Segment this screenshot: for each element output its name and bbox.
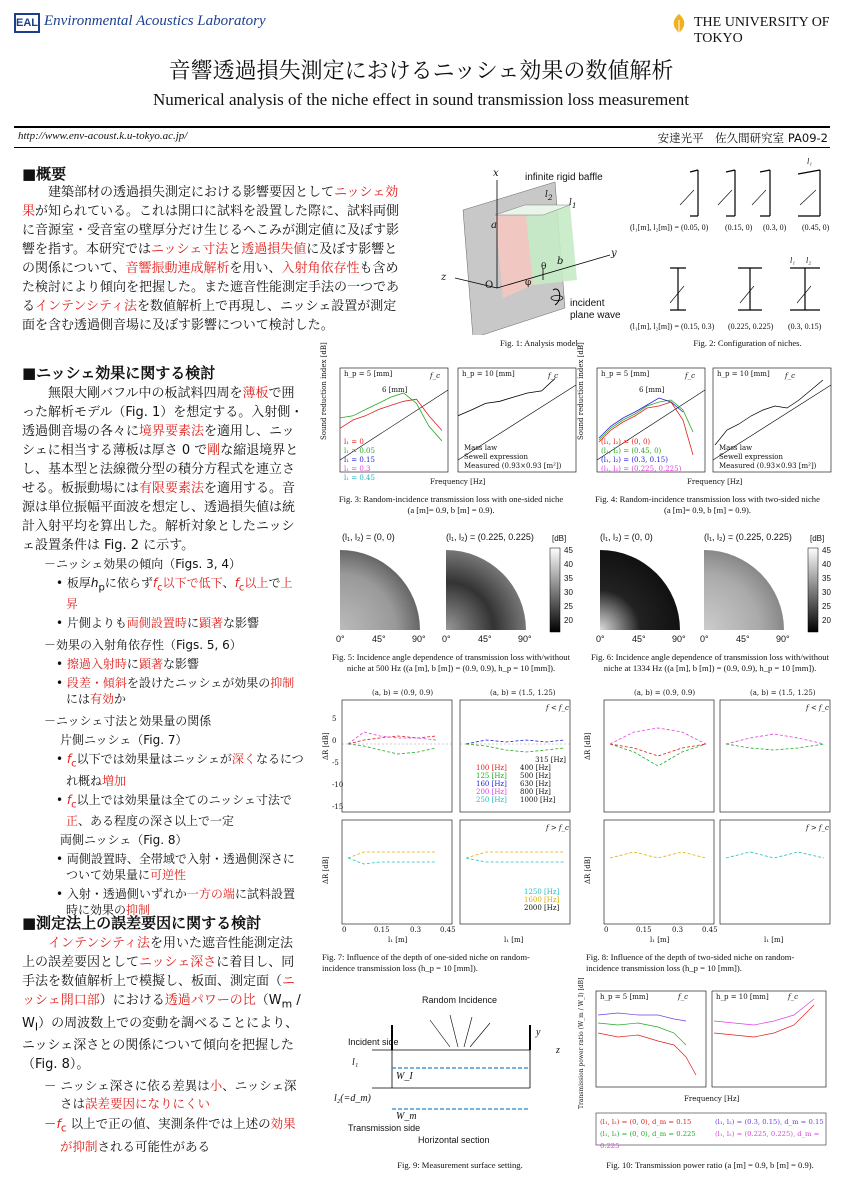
fig2-l1-mid: l₁ bbox=[790, 256, 796, 265]
fig6-tick-0: 0° bbox=[596, 634, 605, 644]
fig1-incident-label: incident bbox=[570, 298, 605, 309]
fig1-phi: φ bbox=[525, 278, 532, 288]
title-jp: 音響透過損失測定におけるニッシェ効果の数値解析 bbox=[168, 59, 674, 84]
fig4-right-label: h_p = 10 [mm] bbox=[717, 370, 770, 378]
url-link[interactable]: http://www.env-acoust.k.u-tokyo.ac.jp/ bbox=[18, 130, 188, 142]
b3-title: －ニッシェ寸法と効果量の関係 bbox=[44, 714, 212, 729]
university-name: THE UNIVERSITY OF TOKYO bbox=[694, 15, 830, 46]
fig5-tick-0b: 0° bbox=[442, 634, 451, 644]
overview-text: 建築部材の透過損失測定における影響要因としてニッシェ効果が知られている。これは開口に試料を設置した際に、試料両側に音源室・受音室の壁厚分だけ生じるへこみが測定値に及ぼす影響を指す。本研究ではニッシェ寸法と透過損失値に及ぼす影響との関係について、音響振動連成解析を用い、入射角依存性も含めた検討により傾向を把握した。また遮音性能測定手法の一つであるインテンシティ法を数値解析上で再現し、ニッシェ設置が測定面を含む透過側音場に及ぼす影響について検討した。 bbox=[22, 185, 400, 333]
lab-logo: EAL bbox=[14, 13, 40, 33]
fig2-l1-top: l₁ bbox=[807, 157, 813, 166]
b1-title: －ニッシェ効果の傾向（Figs. 3, 4） bbox=[44, 557, 242, 571]
fig6-caption: Fig. 6: Incidence angle dependence of transmission loss with/without niche at 1334 Hz ((a [m], b [m]) = (0.9, 0.9), h_p = 10 [mm]). bbox=[591, 652, 829, 673]
fig1-x-axis: x bbox=[493, 168, 499, 179]
fig8-xlabel: l₁ [m] bbox=[650, 936, 670, 944]
fig4-ylabel: Sound reduction index [dB] bbox=[577, 342, 585, 440]
fig9-transmission-side: Transmission side bbox=[348, 1123, 421, 1133]
fig3-legend-right: Mass law Sewell expression Measured (0.93×0.93 [m²]) bbox=[464, 444, 562, 470]
fig3-fc-left: f_c bbox=[430, 372, 441, 380]
fig5-tick-90b: 90° bbox=[518, 634, 532, 644]
fig1-l1: $l_1$ bbox=[569, 198, 577, 210]
fig3-legend-left: l₁ = 0 l₁ = 0.05 l₁ = 0.15 l₁ = 0.3 l₁ = 0.45 bbox=[344, 438, 375, 482]
fig5-left-label: (l₁, l₂) = (0, 0) bbox=[342, 532, 395, 542]
fig1-caption: Fig. 1: Analysis model. bbox=[500, 338, 580, 348]
fig1-l2: $l_2$ bbox=[545, 190, 553, 202]
fig2-row2-2: (0.3, 0.15) bbox=[788, 322, 822, 331]
fig8-title-left: (a, b) = (0.9, 0.9) bbox=[634, 689, 696, 697]
fig5-unit: [dB] bbox=[552, 534, 567, 543]
fig6-tick-45b: 45° bbox=[736, 634, 750, 644]
fig3-ylabel: Sound reduction index [dB] bbox=[320, 342, 328, 440]
error-heading: ■測定法上の誤差要因に関する検討 bbox=[22, 914, 262, 932]
fig7-legend-low: 315 [Hz] 100 [Hz] 400 [Hz] 125 [Hz] 500 [Hz] 160 [Hz] 630 [Hz] 200 [Hz] 800 [Hz] 250 [Hz] 1000 [Hz] bbox=[476, 756, 566, 804]
fig4-6mm: 6 [mm] bbox=[639, 386, 665, 394]
fig2-row1-1: (0.15, 0) bbox=[725, 223, 753, 232]
fig5-tick-0: 0° bbox=[336, 634, 345, 644]
fig5-polar bbox=[318, 530, 580, 648]
b2b: • 段差・傾斜を設けたニッシェが効果の抑制には有効か bbox=[56, 676, 295, 707]
fig9-diagram bbox=[330, 985, 570, 1145]
fig7-xtick-3: 0.45 bbox=[440, 926, 456, 934]
fig1-z-axis: z bbox=[441, 272, 447, 283]
niche-heading: ■ニッシェ効果に関する検討 bbox=[22, 364, 216, 382]
fig8-high: f > f_c bbox=[806, 824, 829, 832]
fig3-6mm: 6 [mm] bbox=[382, 386, 408, 394]
fig7-title-right: (a, b) = (1.5, 1.25) bbox=[490, 689, 556, 697]
fig8-low: f < f_c bbox=[806, 704, 829, 712]
fig6-polar bbox=[580, 530, 838, 648]
fig10-fc-right: f_c bbox=[788, 993, 799, 1001]
fig8-xlabel-right: l₁ [m] bbox=[764, 936, 784, 944]
fig7-chart bbox=[318, 688, 580, 948]
fig8-title-right: (a, b) = (1.5, 1.25) bbox=[750, 689, 816, 697]
fig7-yticks: 5 0 -5 -10 -15 bbox=[332, 715, 344, 811]
author: 安達光平 佐久間研究室 PA09-2 bbox=[657, 131, 828, 145]
fig3-fc-right: f_c bbox=[548, 372, 559, 380]
fig2-row1-0: (l₁[m], l₂[m]) = (0.05, 0) bbox=[630, 223, 709, 232]
fig6-scale: 45 40 35 30 25 20 bbox=[822, 546, 831, 625]
fig7-title-left: (a, b) = (0.9, 0.9) bbox=[372, 689, 434, 697]
fig7-ylabel-top: ΔR [dB] bbox=[322, 732, 330, 760]
fig4-xlabel: Frequency [Hz] bbox=[687, 478, 743, 486]
fig9-z: z bbox=[556, 1045, 560, 1056]
fig3-xlabel: Frequency [Hz] bbox=[430, 478, 486, 486]
fig2-row1-2: (0.3, 0) bbox=[763, 223, 787, 232]
fig2-row2-0: (l₁[m], l₂[m]) = (0.15, 0.3) bbox=[630, 322, 715, 331]
fig7-ylabel-bot: ΔR [dB] bbox=[322, 856, 330, 884]
fig9-horizontal: Horizontal section bbox=[418, 1135, 490, 1145]
fig8-caption: Fig. 8: Influence of the depth of two-sided niche on random- incidence transmission loss (h_p = 10 [mm]). bbox=[586, 952, 795, 973]
fig9-l2: l₂(=d_m) bbox=[334, 1093, 371, 1104]
fig3-series-line bbox=[458, 378, 555, 415]
fig8-xtick-3: 0.45 bbox=[702, 926, 718, 934]
fig3-left-label: h_p = 5 [mm] bbox=[344, 370, 393, 378]
fig2-row1-3: (0.45, 0) bbox=[802, 223, 830, 232]
fig4-legend-left: (l₁, l₂) = (0, 0) (l₁, l₂) = (0.45, 0) (l₁, l₂) = (0.3, 0.15) (l₁, l₂) = (0.225, 0.225) bbox=[601, 438, 682, 473]
niche-bullets bbox=[44, 556, 304, 918]
fig4-caption: Fig. 4: Random-incidence transmission loss with two-sided niche (a [m]= 0.9, b [m] = 0.9). bbox=[595, 494, 820, 515]
fig1-y-axis: y bbox=[611, 248, 617, 259]
fig7-high: f > f_c bbox=[546, 824, 569, 832]
fig7-xtick-0: 0 bbox=[342, 926, 347, 934]
fig10-right-label: h_p = 10 [mm] bbox=[716, 993, 769, 1001]
fig1-baffle-label: infinite rigid baffle bbox=[525, 172, 603, 183]
fig7-xlabel-right: l₁ [m] bbox=[504, 936, 524, 944]
header-rule-2 bbox=[14, 147, 830, 148]
fig1-analysis-model bbox=[425, 160, 645, 335]
fig6-tick-0b: 0° bbox=[700, 634, 709, 644]
fig5-tick-90: 90° bbox=[412, 634, 426, 644]
b3d: • 入射・透過側いずれか一方の端に試料設置時に効果の抑制 bbox=[56, 887, 295, 918]
fig2-caption: Fig. 2: Configuration of niches. bbox=[693, 338, 802, 348]
error-b2: $-f_c$ 以上で正の値、実測条件では上述の効果が抑制される可能性がある bbox=[44, 1116, 296, 1154]
fig7-caption: Fig. 7: Influence of the depth of one-sided niche on random- incidence transmission loss (h_p = 10 [mm]). bbox=[322, 952, 530, 973]
fig9-random-label: Random Incidence bbox=[422, 995, 498, 1005]
error-bullets bbox=[44, 1077, 304, 1156]
error-text: インテンシティ法を用いた遮音性能測定法上の誤差要因としてニッシェ深さに着目し、同手法を数値解析上で模擬し、板面、測定面（ニッシェ開口部）における透過パワーの比$(W_m / W_I)$の周波数上での変動を調べることにより、ニッシェ深さとの関係について傾向を把握した（Fig. 8）。 bbox=[22, 936, 301, 1073]
fig3-right-label: h_p = 10 [mm] bbox=[462, 370, 515, 378]
fig9-incident-side: Incident side bbox=[348, 1037, 399, 1047]
fig1-a: a bbox=[491, 220, 497, 231]
fig6-tick-90b: 90° bbox=[776, 634, 790, 644]
fig1-theta: θ bbox=[541, 262, 547, 272]
fig2-row2-1: (0.225, 0.225) bbox=[728, 322, 774, 331]
fig5-scale: 45 40 35 30 25 20 bbox=[564, 546, 573, 625]
fig5-tick-45: 45° bbox=[372, 634, 386, 644]
fig9-l1: l₁ bbox=[352, 1057, 359, 1068]
b2a: • 擦過入射時に顕著な影響 bbox=[56, 657, 199, 672]
fig7-xlabel: l₁ [m] bbox=[388, 936, 408, 944]
fig5-caption: Fig. 5: Incidence angle dependence of transmission loss with/without niche at 500 Hz ((a [m], b [m]) = (0.9, 0.9), h_p = 10 [mm]). bbox=[332, 652, 570, 673]
b2-title: －効果の入射角依存性（Figs. 5, 6） bbox=[44, 638, 242, 653]
b3a: • $f_c$以下では効果量はニッシェが深くなるにつれ概ね増加 bbox=[56, 752, 304, 788]
b3-sub1: 片側ニッシェ（Fig. 7） bbox=[60, 733, 188, 748]
niche-text: 無限大剛バフル中の板試料四周を薄板で囲った解析モデル（Fig. 1）を想定する。入射側・透過側音場の各々に境界要素法を適用し、ニッシェに相当する薄板は厚さ 0 で剛な縮退境界とし、基本型と法線微分型の積分方程式を連立させる。板振動場には有限要素法を適用する。音源は単位振幅平面波を想定し、透過損失値は統計入射平均を算出した。解析対象としたニッシェ設置条件は Fig. 2 に示す。 bbox=[22, 386, 304, 553]
fig6-tick-90: 90° bbox=[672, 634, 686, 644]
fig10-left-label: h_p = 5 [mm] bbox=[600, 993, 649, 1001]
fig5-right-label: (l₁, l₂) = (0.225, 0.225) bbox=[446, 532, 534, 542]
b3c: • 両側設置時、全帯域で入射・透過側深さについて効果量に可逆性 bbox=[56, 852, 295, 883]
fig7-xtick-2: 0.3 bbox=[410, 926, 422, 934]
fig7-xtick-1: 0.15 bbox=[374, 926, 390, 934]
fig5-tick-45b: 45° bbox=[478, 634, 492, 644]
fig6-left-label: (l₁, l₂) = (0, 0) bbox=[600, 532, 653, 542]
fig1-b: b bbox=[557, 256, 564, 267]
fig8-xtick-2: 0.3 bbox=[672, 926, 684, 934]
error-b1: － ニッシェ深さに依る差異は小、ニッシェ深さは誤差要因になりにくい bbox=[44, 1078, 297, 1111]
fig4-left-label: h_p = 5 [mm] bbox=[601, 370, 650, 378]
fig4-legend-right: Mass law Sewell expression Measured (0.93×0.93 [m²]) bbox=[719, 444, 817, 470]
b3b: • $f_c$以上では効果量は全てのニッシェ寸法で正、ある程度の深さ以上で一定 bbox=[56, 792, 292, 829]
fig10-caption: Fig. 10: Transmission power ratio (a [m] = 0.9, b [m] = 0.9). bbox=[606, 1160, 814, 1170]
fig8-xtick-1: 0.15 bbox=[636, 926, 652, 934]
fig9-y: y bbox=[536, 1027, 541, 1038]
fig2-niche-config bbox=[630, 157, 835, 335]
lab-name: Environmental Acoustics Laboratory bbox=[44, 13, 266, 29]
fig8-xtick-0: 0 bbox=[604, 926, 609, 934]
fig7-low: f < f_c bbox=[546, 704, 569, 712]
fig10-chart bbox=[578, 977, 836, 1150]
b1a: • 板厚$h_p$に依らず$f_c$以下で低下、$f_c$以上で上昇 bbox=[56, 576, 293, 612]
fig8-chart bbox=[580, 688, 838, 948]
fig1-origin: O bbox=[485, 280, 494, 291]
fig4-fc-right: f_c bbox=[785, 372, 796, 380]
fig6-unit: [dB] bbox=[810, 534, 825, 543]
fig3-caption: Fig. 3: Random-incidence transmission loss with one-sided niche (a [m]= 0.9, b [m] = 0.9). bbox=[338, 494, 564, 515]
header-rule bbox=[14, 126, 830, 128]
fig1-plane-wave-label: plane wave bbox=[570, 310, 621, 321]
fig2-l2-mid: l₂ bbox=[806, 256, 812, 265]
fig10-xlabel: Frequency [Hz] bbox=[684, 1095, 740, 1103]
fig6-tick-45: 45° bbox=[632, 634, 646, 644]
b3-sub2: 両側ニッシェ（Fig. 8） bbox=[60, 833, 188, 848]
fig3-series-line bbox=[340, 393, 442, 441]
overview-heading: ■概要 bbox=[22, 165, 67, 183]
university-logo-icon bbox=[668, 12, 690, 34]
fig10-legend: (l₁, l₂) = (0, 0), d_m = 0.15 (l₁, l₂) = (0.3, 0.15), d_m = 0.15 (l₁, l₂) = (0, 0), d_m = 0.225 (l₁, l₂) = (0.225, 0.225), d_m = 0.225 bbox=[600, 1118, 824, 1150]
fig4-fc-left: f_c bbox=[685, 372, 696, 380]
fig10-fc-left: f_c bbox=[678, 993, 689, 1001]
b1b: • 片側よりも両側設置時に顕著な影響 bbox=[56, 616, 259, 631]
fig9-wi: W_I bbox=[396, 1071, 413, 1082]
fig6-right-label: (l₁, l₂) = (0.225, 0.225) bbox=[704, 532, 792, 542]
fig9-caption: Fig. 9: Measurement surface setting. bbox=[397, 1160, 523, 1170]
fig10-ylabel: Transmission power ratio (W_m / W_I) [dB] bbox=[578, 977, 585, 1109]
fig8-ylabel-bot: ΔR [dB] bbox=[584, 856, 592, 884]
fig7-legend-high: 1250 [Hz] 1600 [Hz] 2000 [Hz] bbox=[524, 888, 560, 912]
fig9-wm: W_m bbox=[396, 1111, 417, 1122]
fig8-ylabel-top: ΔR [dB] bbox=[584, 732, 592, 760]
title-en: Numerical analysis of the niche effect in sound transmission loss measurement bbox=[153, 90, 689, 109]
